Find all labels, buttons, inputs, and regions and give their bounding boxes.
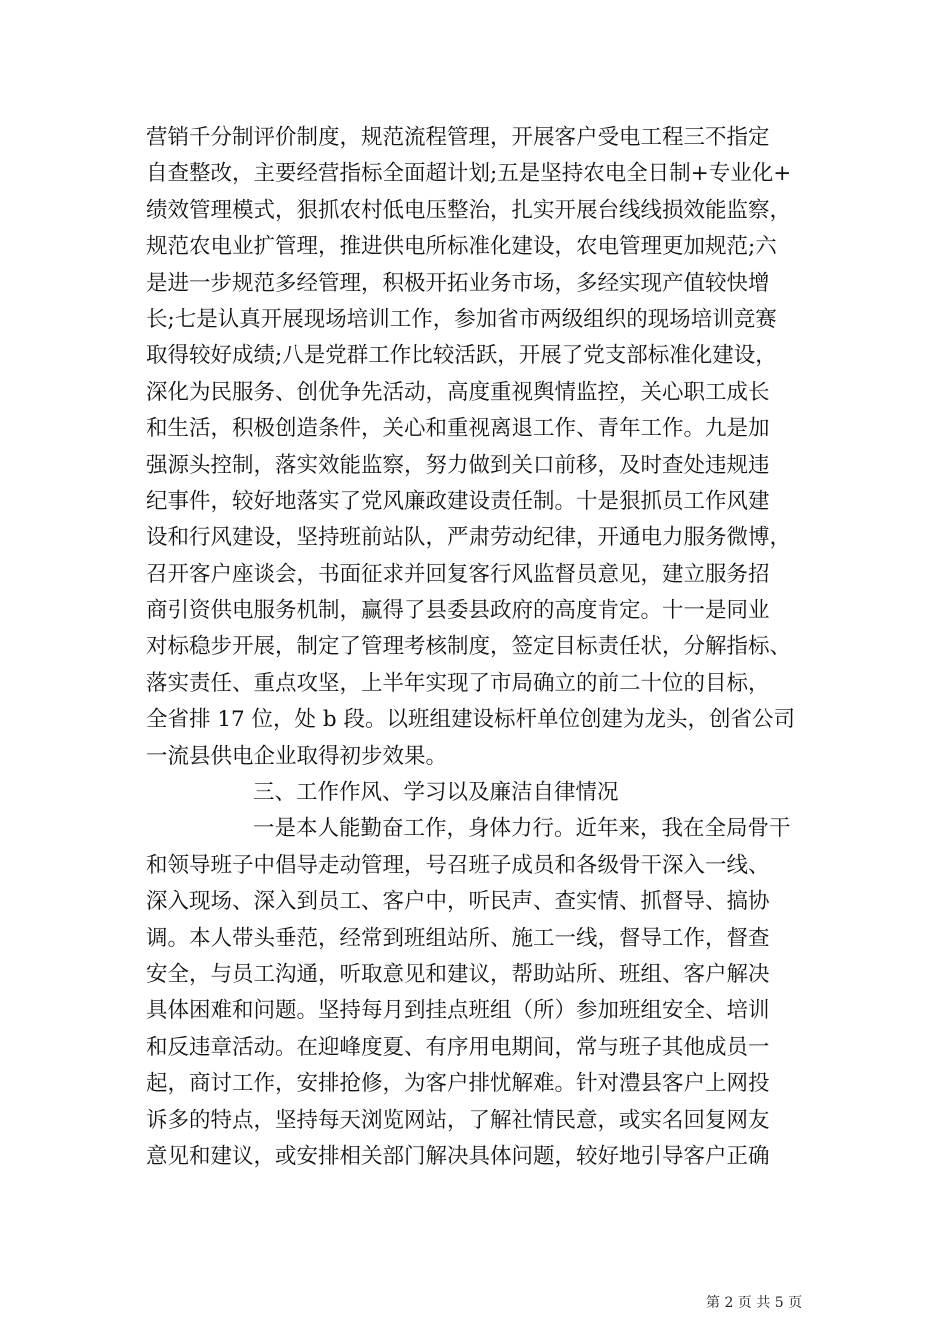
text-line: 商引资供电服务机制，赢得了县委县政府的高度肯定。十一是同业: [146, 598, 770, 624]
text-line: 一流县供电企业取得初步效果。: [146, 743, 448, 769]
text-line: 深入现场、深入到员工、客户中，听民声、查实情、抓督导、搞协: [146, 889, 770, 915]
text-line: 和领导班子中倡导走动管理，号召班子成员和各级骨干深入一线、: [146, 852, 770, 878]
text-line: 取得较好成绩;八是党群工作比较活跃，开展了党支部标准化建设，: [146, 343, 777, 369]
text-line: 召开客户座谈会，书面征求并回复客行风监督员意见，建立服务招: [146, 561, 770, 587]
body-text: [146, 120, 806, 1175]
text-line: 营销千分制评价制度，规范流程管理，开展客户受电工程三不指定: [146, 125, 770, 150]
text-line: 是进一步规范多经管理，积极开拓业务市场，多经实现产值较快增: [146, 270, 770, 296]
text-line: 强源头控制，落实效能监察，努力做到关口前移，及时查处违规违: [146, 452, 770, 478]
text-line: 和生活，积极创造条件，关心和重视离退工作、青年工作。九是加: [146, 416, 770, 442]
text-line: 长;七是认真开展现场培训工作，参加省市两级组织的现场培训竞赛: [146, 306, 777, 332]
text-line: 全省排 17 位，处 b 段。以班组建设标杆单位创建为龙头，创省公司: [146, 707, 795, 733]
text-line: 安全，与员工沟通，听取意见和建议，帮助站所、班组、客户解决: [146, 961, 770, 987]
page-footer: 第 2 页 共 5 页: [706, 1295, 803, 1311]
text-line: 和反违章活动。在迎峰度夏、有序用电期间，常与班子其他成员一: [146, 1034, 770, 1060]
text-line: 具体困难和问题。坚持每月到挂点班组（所）参加班组安全、培训: [146, 998, 770, 1024]
text-line: 起，商讨工作，安排抢修，为客户排忧解难。针对澧县客户上网投: [146, 1071, 770, 1097]
text-line: 设和行风建设，坚持班前站队，严肃劳动纪律，开通电力服务微博，: [146, 525, 792, 551]
text-line: 深化为民服务、创优争先活动，高度重视舆情监控，关心职工成长: [146, 379, 770, 405]
text-line: 对标稳步开展，制定了管理考核制度，签定目标责任状，分解指标、: [146, 634, 792, 660]
text-line: 规范农电业扩管理，推进供电所标准化建设，农电管理更加规范;六: [146, 234, 777, 260]
text-line: 绩效管理模式，狠抓农村低电压整治，扎实开展台线线损效能监察，: [146, 197, 792, 223]
text-line: 纪事件，较好地落实了党风廉政建设责任制。十是狠抓员工作风建: [146, 488, 770, 514]
text-line: 落实责任、重点攻坚，上半年实现了市局确立的前二十位的目标，: [146, 670, 770, 696]
text-line: 自查整改，主要经营指标全面超计划;五是坚持农电全日制+专业化+: [146, 161, 792, 187]
text-line: 调。本人带头垂范，经常到班组站所、施工一线，督导工作，督查: [146, 925, 770, 951]
text-line: 一是本人能勤奋工作，身体力行。近年来，我在全局骨干: [253, 816, 791, 842]
section-heading: 三、工作作风、学习以及廉洁自律情况: [253, 780, 619, 806]
text-line: 诉多的特点，坚持每天浏览网站，了解社情民意，或实名回复网友: [146, 1107, 770, 1133]
text-line: 意见和建议，或安排相关部门解决具体问题，较好地引导客户正确: [146, 1143, 770, 1169]
